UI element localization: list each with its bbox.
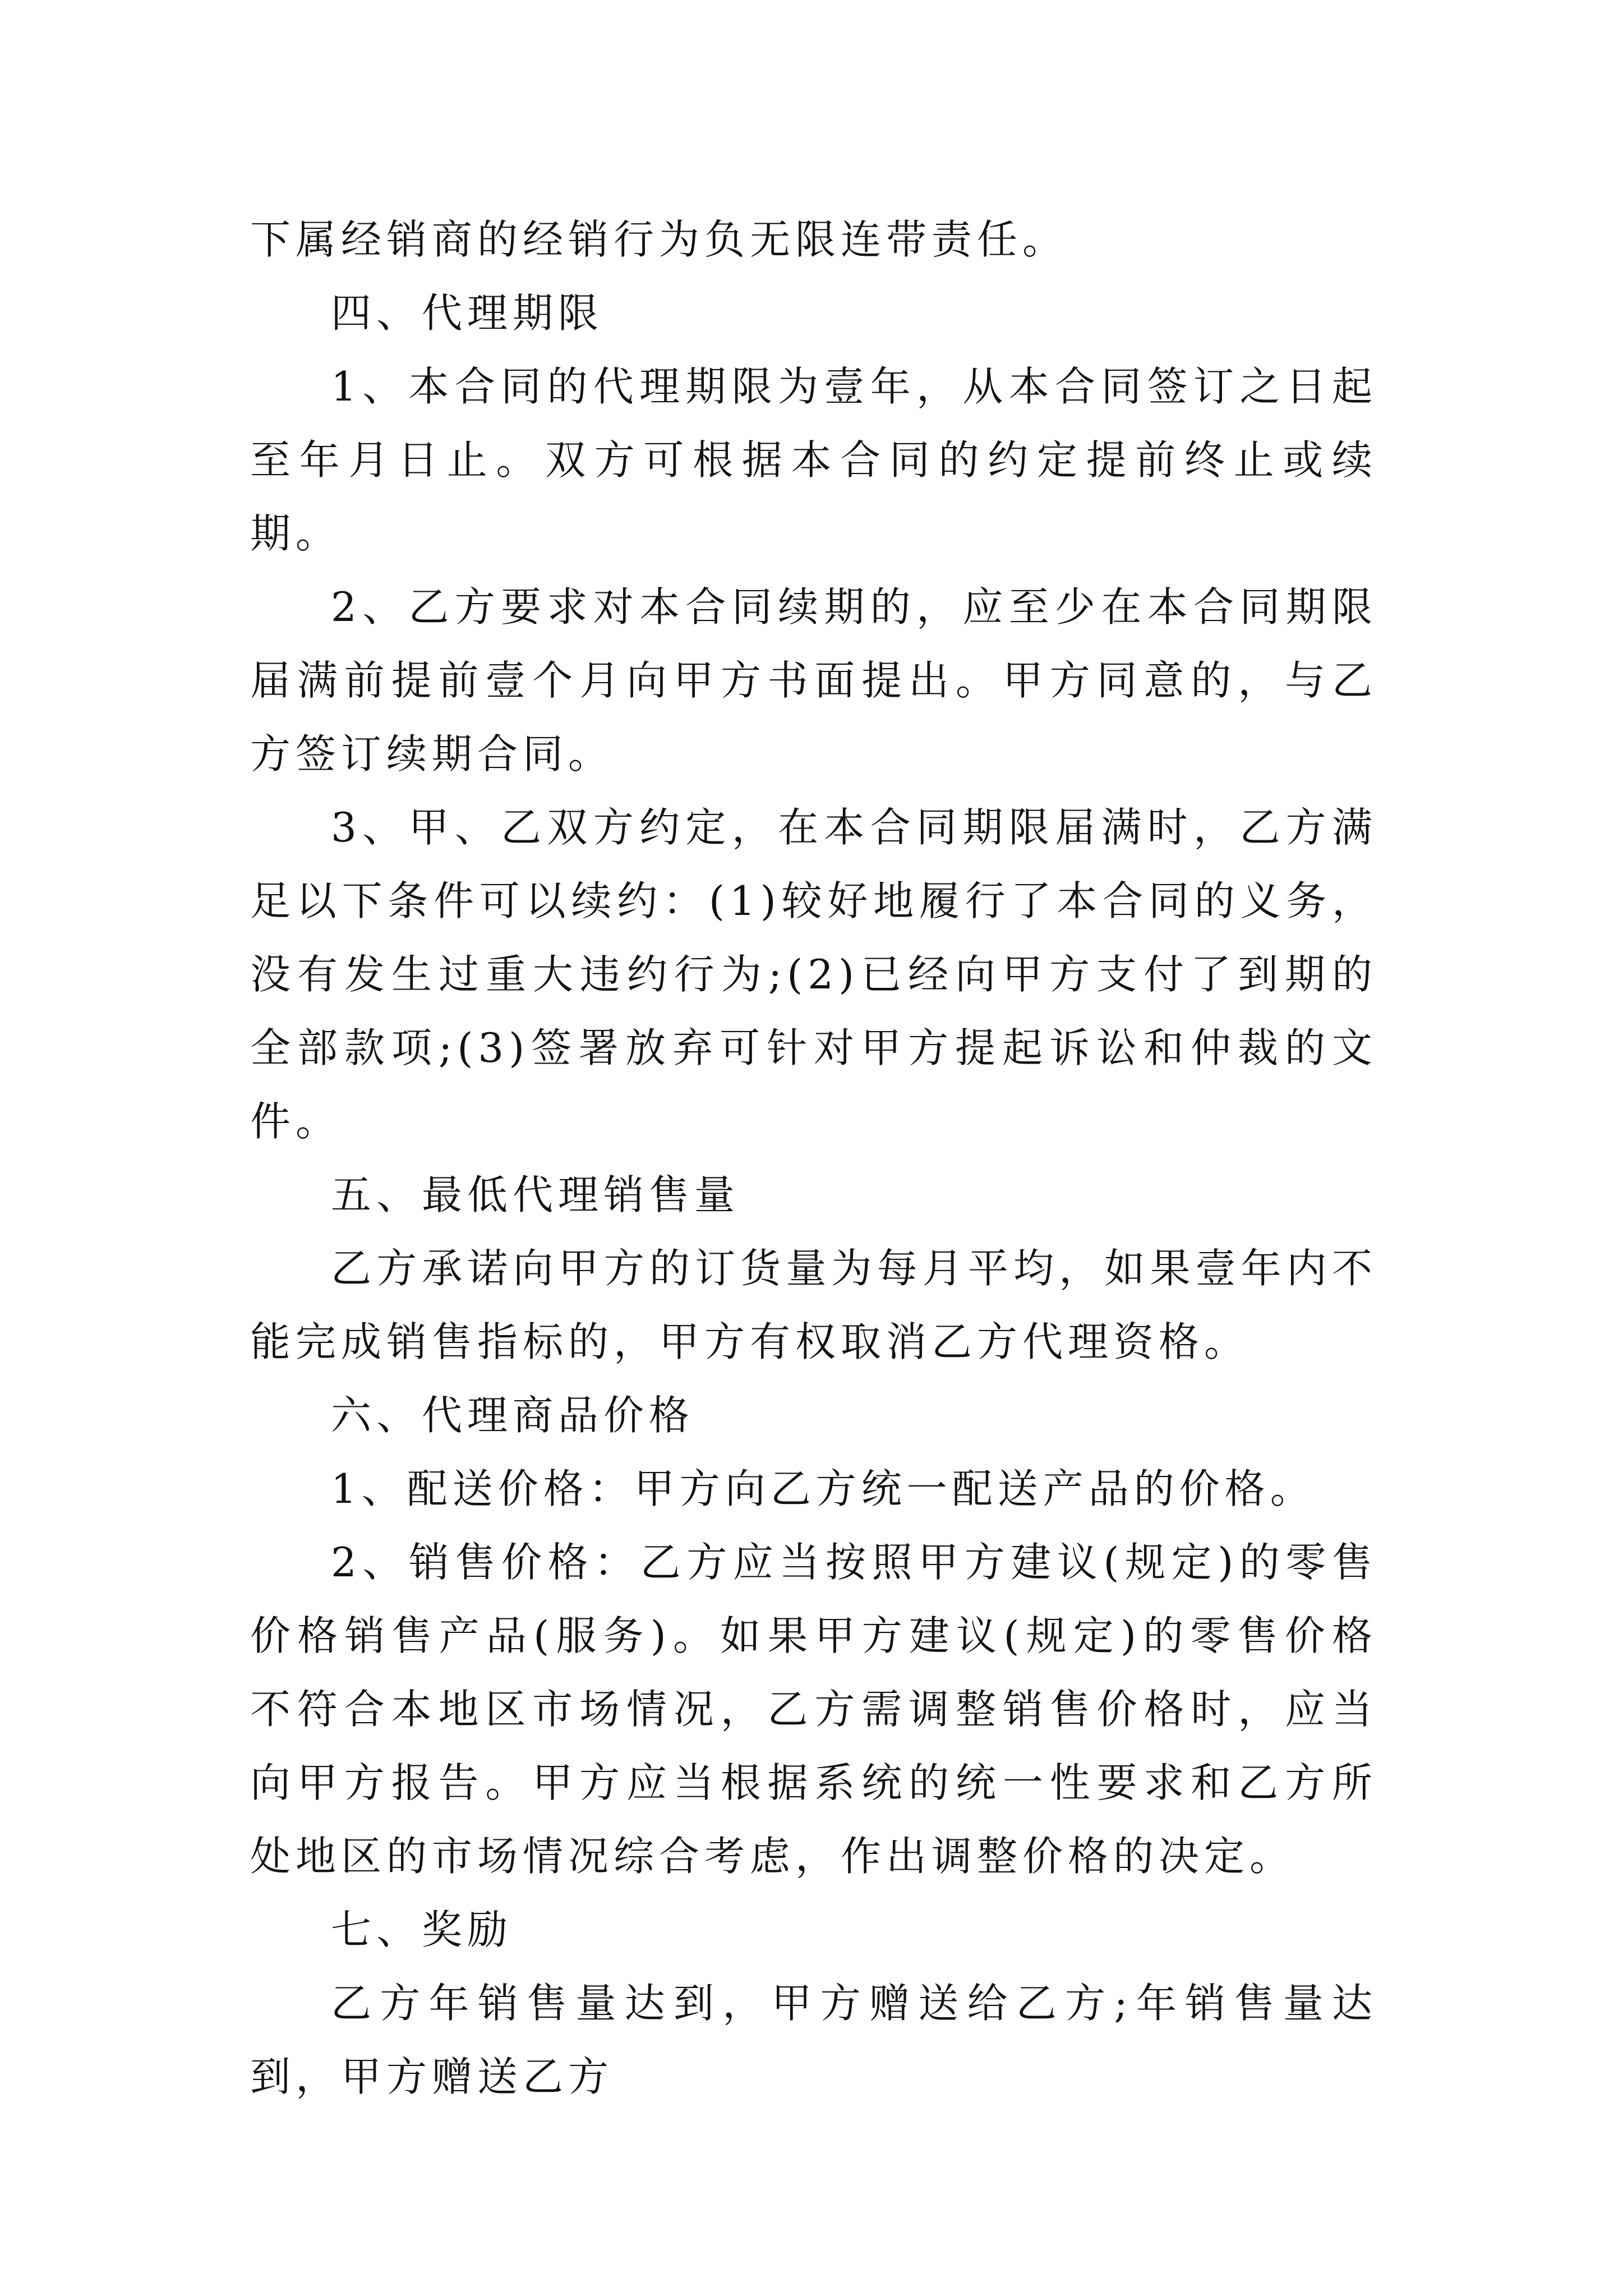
clause-min-sales: 乙方承诺向甲方的订货量为每月平均，如果壹年内不能完成销售指标的，甲方有权取消乙方代理资格。 (250, 1245, 1377, 1365)
clause-price-1: 1、配送价格：甲方向乙方统一配送产品的价格。 (331, 1465, 1316, 1512)
clause-price-2: 2、销售价格：乙方应当按照甲方建议(规定)的零售价格销售产品(服务)。如果甲方建议(规定)的零售价格不符合本地区市场情况，乙方需调整销售价格时，应当向甲方报告。甲方应当根据系统的统一性要求和乙方所处地区的市场情况综合考虑，作出调整价格的决定。 (250, 1539, 1377, 1880)
section-heading-term: 四、代理期限 (331, 289, 604, 337)
clause-term-2: 2、乙方要求对本合同续期的，应至少在本合同期限届满前提前壹个月向甲方书面提出。甲方同意的，与乙方签订续期合同。 (250, 583, 1377, 777)
section-heading-reward: 七、奖励 (331, 1906, 513, 1953)
clause-term-3: 3、甲、乙双方约定，在本合同期限届满时，乙方满足以下条件可以续约：(1)较好地履行了本合同的义务，没有发生过重大违约行为;(2)已经向甲方支付了到期的全部款项;(3)签署放弃可针对甲方提起诉讼和仲裁的文件。 (250, 804, 1377, 1145)
clause-term-1: 1、本合同的代理期限为壹年，从本合同签订之日起至年月日止。双方可根据本合同的约定提前终止或续期。 (250, 363, 1377, 557)
section-heading-price: 六、代理商品价格 (331, 1392, 695, 1439)
paragraph-continuation: 下属经销商的经销行为负无限连带责任。 (250, 216, 1068, 263)
document-body (250, 203, 1377, 2114)
section-heading-min-sales: 五、最低代理销售量 (331, 1171, 740, 1218)
clause-reward: 乙方年销售量达到，甲方赠送给乙方;年销售量达到，甲方赠送乙方 (250, 1980, 1377, 2100)
